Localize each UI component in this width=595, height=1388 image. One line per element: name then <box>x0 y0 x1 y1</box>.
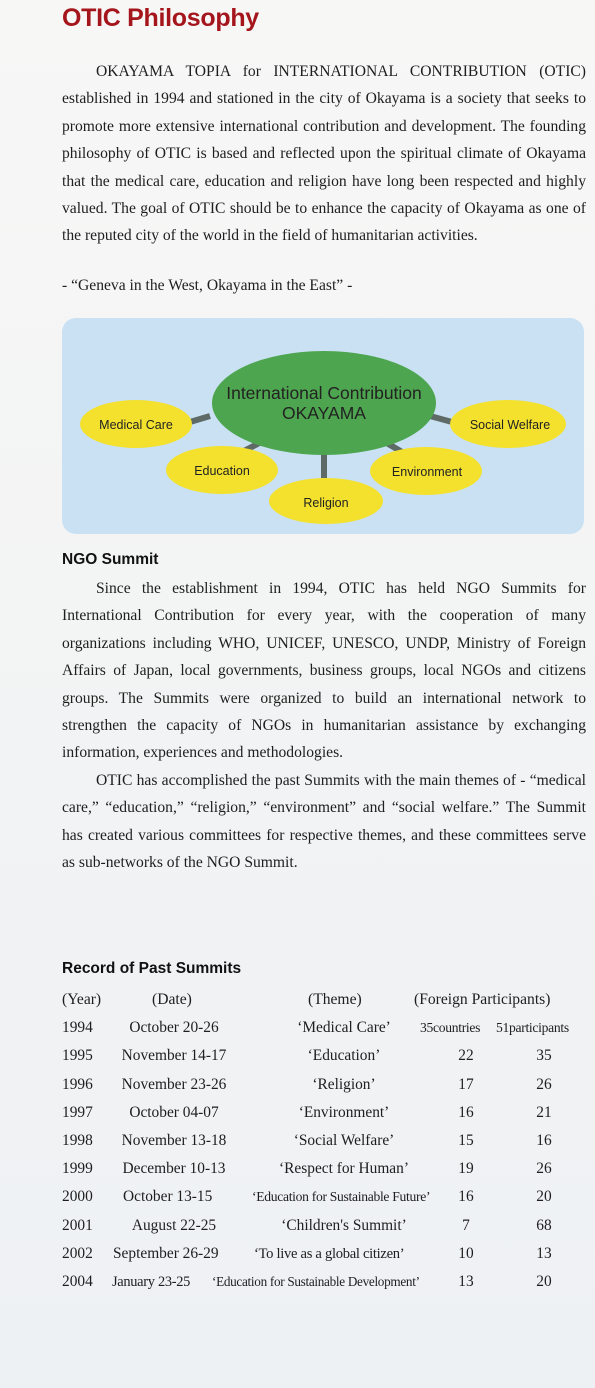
diagram-svg <box>62 318 584 534</box>
row-countries: 16 <box>458 1188 474 1206</box>
row-date: October 04-07 <box>129 1103 219 1121</box>
center-label-line2: OKAYAMA <box>282 403 366 423</box>
ngo-paragraph-1: Since the establishment in 1994, OTIC has held NGO Summits for International Contribution for every year, with the cooperation of many organizations including WHO, UNICEF, UNESCO, UNDP, Ministry of Foreign Affairs of Japan, local governments, business groups, local NGOs and citizens groups. The Summits were organized to build an international network to strengthen the capacity of NGOs in humanitarian assistance by exchanging information, experiences and methodologies. <box>62 580 586 762</box>
row-year: 2004 <box>62 1272 93 1290</box>
row-countries: 17 <box>458 1075 474 1093</box>
ngo-summit-body <box>62 575 586 876</box>
row-theme: ‘To live as a global citizen’ <box>254 1245 405 1262</box>
center-label-line1: International Contribution <box>226 383 422 403</box>
row-countries: 7 <box>462 1216 470 1234</box>
row-theme: ‘Medical Care’ <box>297 1019 391 1037</box>
intro-paragraph <box>62 58 586 250</box>
row-theme: ‘Environment’ <box>298 1103 390 1121</box>
row-theme: ‘Respect for Human’ <box>279 1160 409 1178</box>
row-year: 2001 <box>62 1216 93 1234</box>
table-row <box>62 1183 590 1211</box>
record-heading: Record of Past Summits <box>62 960 242 977</box>
header-foreign-participants: (Foreign Participants) <box>414 991 551 1008</box>
row-year: 1999 <box>62 1160 93 1178</box>
row-year: 2000 <box>62 1188 93 1206</box>
row-date: December 10-13 <box>122 1160 226 1178</box>
row-year: 1995 <box>62 1047 93 1065</box>
row-participants: 26 <box>536 1160 552 1178</box>
table-row <box>62 1268 590 1296</box>
row-participants: 13 <box>536 1244 552 1262</box>
row-participants: 16 <box>536 1131 552 1149</box>
environment-label: Environment <box>391 465 463 479</box>
row-participants: 20 <box>536 1188 552 1206</box>
connector-social-welfare <box>430 416 452 422</box>
row-countries: 19 <box>458 1160 474 1178</box>
row-year: 2002 <box>62 1244 93 1262</box>
row-theme: ‘Children's Summit’ <box>281 1216 407 1234</box>
row-theme: ‘Education for Sustainable Future’ <box>252 1189 431 1205</box>
row-countries: 16 <box>458 1103 474 1121</box>
row-participants: 35 <box>536 1047 552 1065</box>
table-row <box>62 1014 590 1042</box>
ngo-paragraph-2: OTIC has accomplished the past Summits with the main themes of - “medical care,” “education,” “religion,” “environment” and “social welfare.” The Summit has created various committees for respective themes, and these committees serve as sub-networks of the NGO Summit. <box>62 771 586 872</box>
page-title: OTIC Philosophy <box>62 4 259 32</box>
row-countries: 10 <box>458 1244 474 1262</box>
row-countries: 15 <box>458 1131 474 1149</box>
medical-care-label: Medical Care <box>99 418 173 432</box>
row-year: 1994 <box>62 1019 93 1037</box>
row-date: August 22-25 <box>131 1216 217 1234</box>
row-participants: 51participants <box>496 1020 569 1036</box>
row-participants: 20 <box>536 1272 552 1290</box>
table-row <box>62 1240 590 1268</box>
row-theme: ‘Religion’ <box>312 1075 376 1093</box>
row-theme: ‘Social Welfare’ <box>293 1131 395 1149</box>
row-countries: 13 <box>458 1272 474 1290</box>
motto-text: - “Geneva in the West, Okayama in the East” - <box>62 277 353 294</box>
table-row <box>62 1155 590 1183</box>
row-date: January 23-25 <box>112 1273 191 1290</box>
connector-medical-care <box>190 416 210 422</box>
table-row <box>62 1071 590 1099</box>
row-participants: 21 <box>536 1103 552 1121</box>
religion-label: Religion <box>303 496 349 510</box>
row-date: November 13-18 <box>121 1131 227 1149</box>
row-date: September 26-29 <box>113 1244 219 1262</box>
header-year: (Year) <box>62 991 102 1008</box>
row-countries: 22 <box>458 1047 474 1065</box>
social-welfare-label: Social Welfare <box>469 418 551 432</box>
row-participants: 26 <box>536 1075 552 1093</box>
intro-text: OKAYAMA TOPIA for INTERNATIONAL CONTRIBUTION (OTIC) established in 1994 and stationed in the city of Okayama is a society that seeks to promote more extensive international contribution and development. The founding philosophy of OTIC is based and reflected upon the spiritual climate of Okayama that the medical care, education and religion have long been respected and highly valued. The goal of OTIC should be to enhance the capacity of Okayama as one of the reputed city of the world in the field of humanitarian activities. <box>62 63 586 245</box>
record-table <box>62 986 590 1296</box>
table-row <box>62 1042 590 1070</box>
row-date: October 20-26 <box>129 1019 219 1037</box>
row-year: 1996 <box>62 1075 93 1093</box>
row-year: 1998 <box>62 1131 93 1149</box>
row-theme: ‘Education for Sustainable Development’ <box>212 1273 420 1289</box>
philosophy-diagram <box>62 318 584 534</box>
table-row <box>62 1099 590 1127</box>
ngo-summit-heading: NGO Summit <box>62 551 159 568</box>
row-participants: 68 <box>536 1216 552 1234</box>
row-theme: ‘Education’ <box>307 1047 381 1065</box>
education-label: Education <box>194 464 250 478</box>
table-row <box>62 1212 590 1240</box>
row-countries: 35countries <box>420 1020 481 1036</box>
header-theme: (Theme) <box>308 991 362 1008</box>
row-date: October 13-15 <box>123 1188 213 1206</box>
header-date: (Date) <box>152 991 192 1008</box>
table-row <box>62 1127 590 1155</box>
row-date: November 23-26 <box>121 1075 227 1093</box>
row-year: 1997 <box>62 1103 93 1121</box>
row-date: November 14-17 <box>121 1047 227 1065</box>
record-table-header <box>62 986 590 1014</box>
